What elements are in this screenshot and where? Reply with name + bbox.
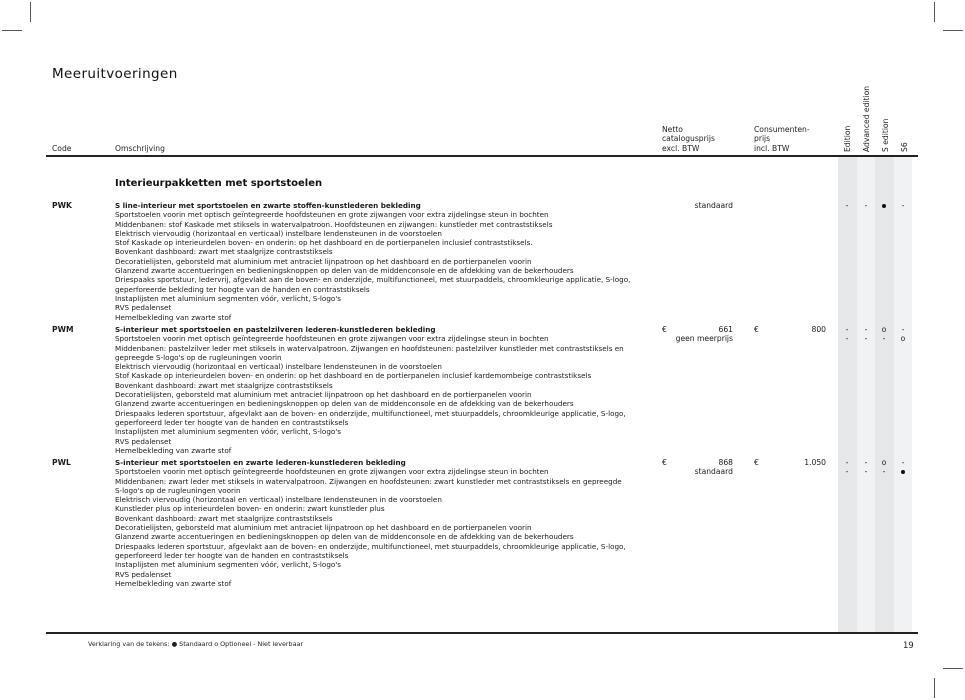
net-currency: € [662, 325, 667, 334]
crop-mark [934, 2, 935, 22]
standard-dot-icon [882, 204, 886, 208]
option-feature-line: Hemelbekleding van zwarte stof [115, 445, 232, 455]
availability-mark: o [881, 458, 887, 467]
option-feature-line: geperforeerd leder ter hoogte van de handen en contraststiksels [115, 417, 349, 427]
crop-mark [943, 668, 963, 669]
net-price: 868 [718, 458, 733, 467]
option-feature-line: Hemelbekleding van zwarte stof [115, 578, 232, 588]
option-title: S-interieur met sportstoelen en pastelzilveren lederen-kunstlederen bekleding [115, 325, 436, 334]
availability-mark: - [882, 334, 886, 344]
crop-mark [934, 678, 935, 698]
option-feature-line: Sportstoelen voorin met optisch geïntegreerde hoofdsteunen en grote zijwangen voor extra zijdelingse steun in bochten [115, 334, 549, 344]
availability-mark: o [900, 334, 906, 344]
column-header-s6: S6 [900, 142, 909, 152]
availability-mark: - [901, 325, 905, 334]
crop-mark [943, 30, 963, 31]
consumer-currency: € [754, 325, 759, 334]
column-header-advanced-edition: Advanced edition [862, 85, 871, 152]
availability-mark: - [864, 467, 868, 477]
option-feature-line: Elektrisch viervoudig (horizontaal en verticaal) instelbare lendensteunen in de voorstoelen [115, 362, 442, 372]
option-code: PWK [52, 201, 72, 210]
column-header-s-edition: S edition [881, 118, 890, 152]
option-feature-line: Sportstoelen voorin met optisch geïntegreerde hoofdsteunen en grote zijwangen voor extra zijdelingse steun in bochten [115, 210, 549, 220]
advanced-edition-column-bg [857, 157, 875, 633]
option-feature-line: geperforeerde bekleding ter hoogte van de handen en contraststiksels [115, 284, 370, 294]
option-feature-line: Decoratielijsten, geborsteld mat aluminium met antraciet lijnpatroon op het dashboard en de portierpanelen voorin [115, 390, 532, 400]
availability-mark: - [845, 467, 849, 477]
option-feature-line: Hemelbekleding van zwarte stof [115, 312, 232, 322]
option-feature-line: Elektrisch viervoudig (horizontaal en verticaal) instelbare lendensteunen in de voorstoelen [115, 228, 442, 238]
consumer-price: 800 [811, 325, 826, 334]
s-edition-column-bg [875, 157, 894, 633]
option-feature-line: Glanzend zwarte accentueringen en bedieningsknoppen op delen van de middenconsole en de afdekking van de bekerhouders [115, 532, 574, 542]
option-feature-line: Bovenkant dashboard: zwart met staalgrijze contraststiksels [115, 380, 333, 390]
option-feature-line: Bovenkant dashboard: zwart met staalgrijze contraststiksels [115, 513, 333, 523]
page-number: 19 [903, 640, 914, 650]
availability-mark: - [845, 334, 849, 344]
option-feature-line: Glanzend zwarte accentueringen en bedieningsknoppen op delen van de middenconsole en de afdekking van de bekerhouders [115, 399, 574, 409]
net-price: 661 [718, 325, 733, 334]
header-rule [46, 155, 918, 157]
availability-mark: - [864, 325, 868, 334]
option-feature-line: Decoratielijsten, geborsteld mat aluminium met antraciet lijnpatroon op het dashboard en de portierpanelen voorin [115, 256, 532, 266]
option-code: PWM [52, 325, 74, 334]
column-header-consumer-price: Consumenten- prijs incl. BTW [754, 125, 810, 153]
option-feature-line: Driespaaks lederen sportstuur, afgevlakt aan de boven- en onderzijde, multifunctioneel, met stuurpaddels, chroomkleurige applicatie, S-logo, [115, 541, 626, 551]
net-price: geen meerprijs [675, 334, 733, 344]
option-feature-line: Middenbanen: pastelzilver leder met stiksels in watervalpatroon. Zijwangen en hoofdsteunen: pastelzilver kunstleder met contraststiksels en [115, 343, 624, 353]
consumer-currency: € [754, 458, 759, 467]
option-feature-line: Middenbanen: stof Kaskade met stiksels in watervalpatroon. Hoofdsteunen en zijwangen: kunstleder met contraststiksels [115, 219, 553, 229]
option-feature-line: Driespaaks lederen sportstuur, afgevlakt aan de boven- en onderzijde, multifunctioneel, met stuurpaddels, chroomkleurige applicatie, S-logo, [115, 408, 626, 418]
availability-mark: - [845, 458, 849, 467]
option-feature-line: Stof Kaskade op interieurdelen boven- en onderin: op het dashboard en de portierpanelen inclusief contraststiksels. [115, 238, 533, 248]
availability-mark [894, 467, 912, 476]
option-title: S-interieur met sportstoelen en zwarte lederen-kunstlederen bekleding [115, 458, 406, 467]
option-feature-line: Sportstoelen voorin met optisch geïntegreerde hoofdsteunen en grote zijwangen voor extra zijdelingse steun in bochten [115, 467, 549, 477]
option-feature-line: RVS pedalenset [115, 436, 172, 446]
edition-column-bg [838, 157, 857, 633]
option-feature-line: Elektrisch viervoudig (horizontaal en verticaal) instelbare lendensteunen in de voorstoelen [115, 495, 442, 505]
column-header-edition: Edition [843, 125, 852, 152]
net-price: standaard [694, 467, 733, 477]
option-feature-line: Driespaaks sportstuur, ledervrij, afgevlakt aan de boven- en onderzijde, multifunctioneel, met stuurpaddels, chroomkleurige applicatie, S-logo, [115, 275, 631, 285]
availability-mark [875, 201, 893, 210]
standard-dot-icon [901, 470, 905, 474]
crop-mark [30, 2, 31, 22]
availability-mark: - [845, 325, 849, 334]
s6-column-bg [894, 157, 912, 633]
option-feature-line: RVS pedalenset [115, 569, 172, 579]
availability-mark: - [901, 458, 905, 467]
net-price: standaard [694, 201, 733, 210]
option-description [115, 458, 655, 588]
availability-mark: - [882, 467, 886, 477]
availability-mark: - [864, 201, 868, 210]
option-description [115, 201, 655, 322]
option-feature-line: RVS pedalenset [115, 303, 172, 313]
consumer-price: 1.050 [804, 458, 826, 467]
option-feature-line: Instaplijsten met aluminium segmenten vóór, verlicht, S-logo's [115, 293, 342, 303]
option-feature-line: Middenbanen: zwart leder met stiksels in watervalpatroon. Zijwangen en hoofdsteunen: zwart kunstleder met contraststiksels en gepreegde [115, 476, 622, 486]
footer-rule [46, 632, 918, 634]
availability-mark: - [845, 201, 849, 210]
option-feature-line: Decoratielijsten, geborsteld mat aluminium met antraciet lijnpatroon op het dashboard en de portierpanelen voorin [115, 523, 532, 533]
option-feature-line: Bovenkant dashboard: zwart met staalgrijze contraststiksels [115, 247, 333, 257]
availability-mark: - [864, 334, 868, 344]
option-feature-line: gepreegde S-logo's op de rugleuningen voorin [115, 352, 282, 362]
column-header-description: Omschrijving [115, 144, 165, 153]
option-title: S line-interieur met sportstoelen en zwarte stoffen-kunstlederen bekleding [115, 201, 421, 210]
option-feature-line: Instaplijsten met aluminium segmenten vóór, verlicht, S-logo's [115, 427, 342, 437]
net-currency: € [662, 458, 667, 467]
availability-mark: - [864, 458, 868, 467]
availability-mark: o [881, 325, 887, 334]
column-header-net-price: Netto catalogusprijs excl. BTW [662, 125, 715, 153]
legend: Verklaring van de tekens: ● Standaard o Optioneel - Niet leverbaar [88, 640, 304, 648]
option-description [115, 325, 655, 455]
page-title: Meeruitvoeringen [52, 66, 178, 82]
option-feature-line: S-logo's op de rugleuningen voorin [115, 485, 241, 495]
option-feature-line: Kunstleder plus op interieurdelen boven- en onderin: zwart kunstleder plus [115, 504, 385, 514]
option-feature-line: Stof Kaskade op interieurdelen boven- en onderin: op het dashboard en de portierpanelen inclusief kardemombeige contraststiksels [115, 371, 592, 381]
column-header-code: Code [52, 144, 72, 153]
option-code: PWL [52, 458, 71, 467]
option-feature-line: Instaplijsten met aluminium segmenten vóór, verlicht, S-logo's [115, 560, 342, 570]
section-title: Interieurpakketten met sportstoelen [115, 178, 323, 189]
option-feature-line: Glanzend zwarte accentueringen en bedieningsknoppen op delen van de middenconsole en de afdekking van de bekerhouders [115, 266, 574, 276]
option-feature-line: geperforeerd leder ter hoogte van de handen en contraststiksels [115, 550, 349, 560]
crop-mark [2, 30, 22, 31]
availability-mark: - [901, 201, 905, 210]
